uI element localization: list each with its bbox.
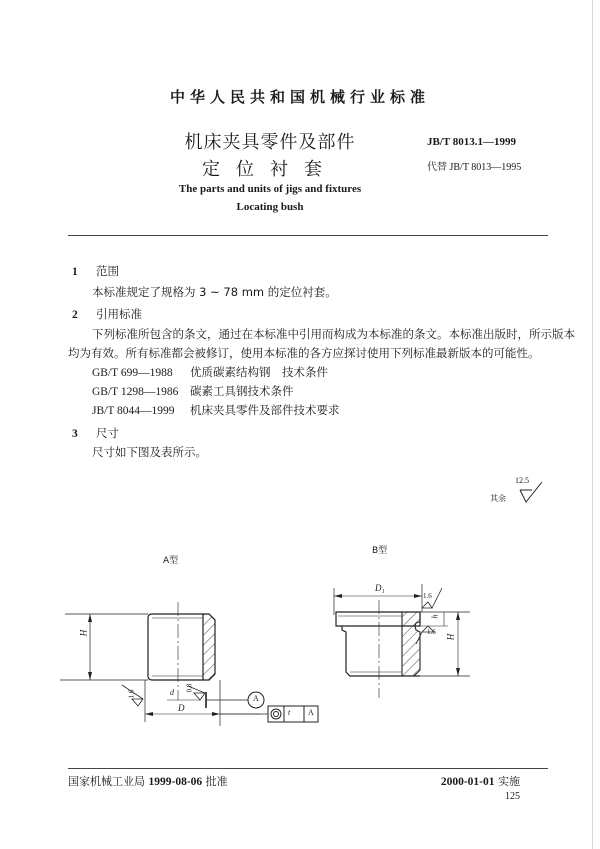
type-b-roughness-top: 1.6 xyxy=(423,592,432,600)
section-number: 3 xyxy=(72,428,78,440)
figure-b-label: B型 xyxy=(372,546,388,556)
tolerance-datum: A xyxy=(308,708,314,717)
roughness-note-label: 其余 xyxy=(490,494,506,503)
roughness-symbol-icon xyxy=(518,480,548,510)
section-title: 范围 xyxy=(96,264,119,278)
effective-date: 2000-01-01 xyxy=(440,776,495,788)
section-1-heading xyxy=(72,263,119,279)
type-b-dim-h-small: h xyxy=(430,614,440,619)
type-a-roughness-bore: 0.8 xyxy=(185,683,194,693)
page-number: 125 xyxy=(505,791,520,802)
section-title: 引用标准 xyxy=(96,307,142,321)
reference-row xyxy=(92,402,340,418)
title-en-line2: Locating bush xyxy=(236,201,304,213)
reference-row xyxy=(92,383,294,399)
section-2-paragraph-line1: 下列标准所包含的条文，通过在本标准中引用而构成为本标准的条文。本标准出版时，所示版本 xyxy=(92,327,575,341)
reference-title: 优质碳素结构钢 技术条件 xyxy=(190,365,328,379)
approval-info xyxy=(68,773,228,789)
reference-row xyxy=(92,364,328,380)
roughness-note-value: 12.5 xyxy=(515,476,529,485)
type-a-roughness-left: 1.6 xyxy=(127,689,136,699)
title-en-line1: The parts and units of jigs and fixtures xyxy=(178,183,362,195)
type-a-datum-label: A xyxy=(253,694,259,703)
effective-label: 实施 xyxy=(498,775,520,788)
header-divider xyxy=(68,235,548,236)
reference-title: 机床夹具零件及部件技术要求 xyxy=(190,403,340,417)
type-a-dim-d-outer: D xyxy=(178,703,185,713)
organization-title: 中华人民共和国机械行业标准 xyxy=(169,88,430,106)
reference-code: GB/T 699—1988 xyxy=(92,367,173,379)
section-1-paragraph: 本标准规定了规格为 3 ~ 78 mm 的定位衬套。 xyxy=(92,285,337,299)
section-2-heading xyxy=(72,306,142,322)
section-3-paragraph: 尺寸如下图及表所示。 xyxy=(92,445,207,459)
reference-code: JB/T 8044—1999 xyxy=(92,405,175,417)
type-b-roughness-groove: 1.6 xyxy=(427,628,436,636)
section-number: 2 xyxy=(72,309,78,321)
type-b-drawing xyxy=(320,570,480,700)
section-3-heading xyxy=(72,425,119,441)
section-number: 1 xyxy=(72,266,78,278)
title-cn-line2: 定位衬套 xyxy=(202,159,338,180)
section-title: 尺寸 xyxy=(96,426,119,440)
title-cn-line1: 机床夹具零件及部件 xyxy=(184,132,356,153)
footer-divider xyxy=(68,768,548,769)
type-a-dim-d-inner: d xyxy=(170,688,174,697)
figure-a-label: A型 xyxy=(163,556,179,566)
page-edge xyxy=(592,0,593,849)
reference-title: 碳素工具钢技术条件 xyxy=(190,384,294,398)
tolerance-value: t xyxy=(288,708,291,717)
approval-label: 批准 xyxy=(205,775,228,788)
issuer: 国家机械工业局 xyxy=(68,775,145,788)
type-b-dim-d1: D₁ xyxy=(375,583,385,593)
replaces-standard: 代替 JB/T 8013—1995 xyxy=(427,162,522,173)
type-a-dim-h: H xyxy=(78,629,89,637)
standard-number: JB/T 8013.1—1999 xyxy=(427,136,517,148)
approval-date: 1999-08-06 xyxy=(148,776,203,788)
reference-code: GB/T 1298—1986 xyxy=(92,386,179,398)
type-b-dim-h: H xyxy=(445,633,456,641)
effective-info xyxy=(441,773,520,789)
section-2-paragraph-line2: 均为有效。所有标准都会被修订，使用本标准的各方应探讨使用下列标准最新版本的可能性。 xyxy=(68,346,540,360)
